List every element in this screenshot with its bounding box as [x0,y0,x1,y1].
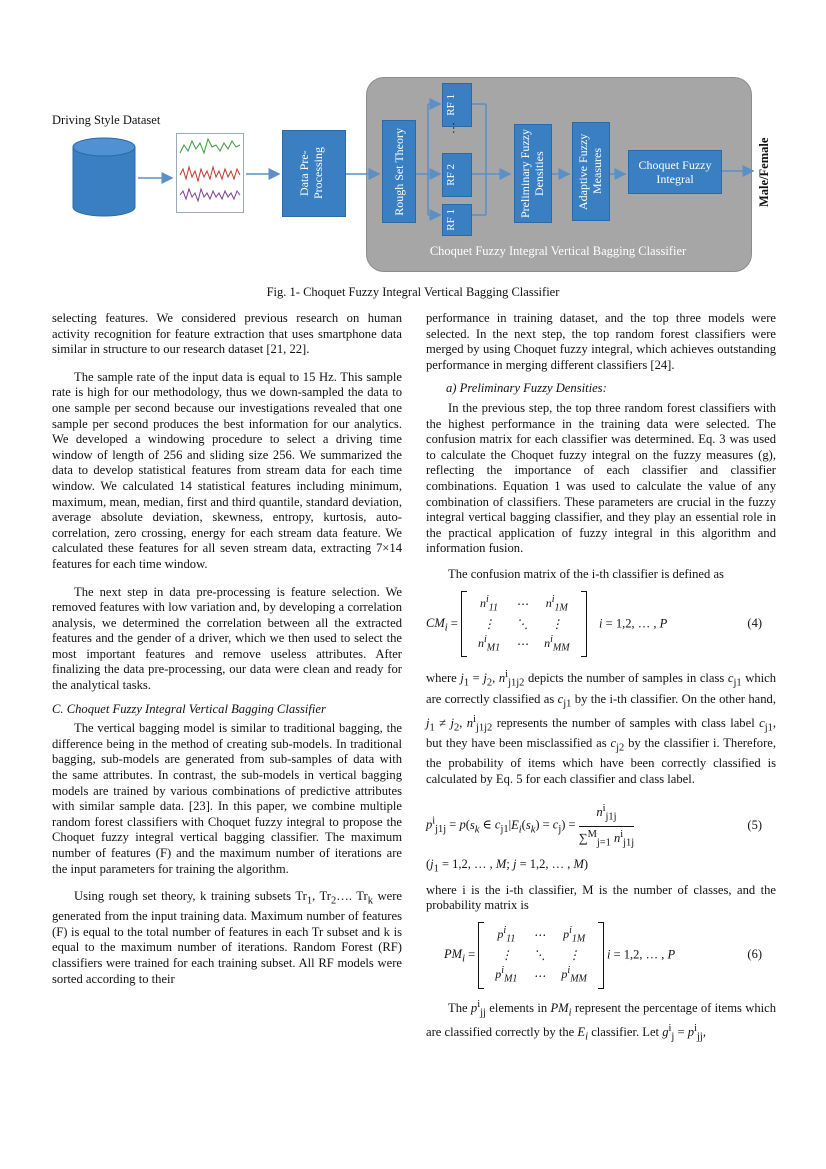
rf-ellipsis: … [450,122,464,134]
paragraph: In the previous step, the top three random forest classifiers with the highest performance in the training data were selected. The confusion matrix for each classifier was determined. Eq. 3 was used to calculate the Choquet fuzzy integral on the fuzzy measures (g), reflecting the importance of each classifier and classifier combinations. Equation 1 was used to calculate the value of any combination of classifiers. These parameters are crucial in the fuzzy integral vertical bagging classifier, and they play an essential role in the practical application of fuzzy integral in this algorithm and information fusion. [426,400,776,556]
section-heading-a: a) Preliminary Fuzzy Densities: [446,381,607,396]
paragraph: selecting features. We considered previous research on human activity recognition for feature extraction that uses smartphone data similar in structure to our research dataset [21, 22]. [52,311,402,357]
paragraph: The $p^i_{jj}$ elements in $PM_i$ represent the percentage of items which are classified correctly by the $E_i$ classifier. Let $g^i_j = p^i_{jj}$, [426,998,776,1043]
equation-5: $p^i_{j1j} = p(s_k$ ∈ $c_{j1}|E_i(s_k) = c_j$) = $n^i_{j1j}$ ∑$^M_{j=1}$ $n^i_{j1j}$ (5) [426,803,762,849]
paragraph: where $j_1 = j_2$, $n^i_{j1j2}$ depicts the number of samples in class $c_{j1}$ which are correctly classified as $c_{j1}$ by the i-th classifier. On the other hand, $j_1 \ne j_2$, $n^i_{j1j2}$ represents the number of samples with class label $c_{j1}$, but they have been misclassified as $c_{j2}$ by the classifier i. Therefore, the probability of items which have been correctly classified is calculated by Eq. 5 for each classifier and class label. [426,669,777,786]
choquet-integral-box: Choquet Fuzzy Integral [628,150,722,194]
preprocessing-box: Data Pre-Processing [282,130,346,217]
right-column [426,311,776,1053]
equation-6: $PM_i$ = $p^i_{11}$ ⋯ $p^i_{1M}$ ⋮ ⋱ ⋮ $p^i_{M1}$ ⋯ $p^i_{MM}$ i = 1,2, … , P (6) [426,922,776,989]
equation-4: $CM_i$ = $n^i_{11}$ ⋯ $n^i_{1M}$ ⋮ ⋱ ⋮ $n^i_{M1}$ ⋯ $n^i_{MM}$ i = 1,2, … , P (4) [426,591,776,658]
rf-box-top: RF 1 [442,83,472,127]
paragraph: The sample rate of the input data is equal to 15 Hz. This sample rate is high for our methodology, thus we down-sampled the data to one sample per second because our investigations revealed that one sample per second produces the best information for our analytics. We developed a windowing procedure to select a driving time window of length of 256 and sliding size 256. We summarized the data to develop statistical features from stream data for each time window. We calculated 14 statistical features including minimum, maximum, mean, median, first and third quantile, standard deviation, average absolute deviation, skewness, entropy, kurtosis, auto-correlation, zero crossing, energy for each stream data feature. We calculated these features for all seven stream data, extracting 7×14 features for each time window. [52,369,402,571]
dataset-label: Driving Style Dataset [52,113,161,127]
section-heading-c: C. Choquet Fuzzy Integral Vertical Bagging Classifier [52,701,326,716]
rough-set-box: Rough Set Theory [382,120,416,223]
left-column [52,311,402,995]
rf-box-mid: RF 2 [442,153,472,197]
equation-5-range: ($j_1 = 1,2$, … , M; j = 1,2, … , M) [426,856,589,875]
paragraph: Using rough set theory, k training subsets $Tr_1$, $Tr_2\dots$. $Tr_k$ were generated from the input training data. Maximum number of features (F) is equal to the total number of features in each Tr subset and k is equal to the maximum number of iterations. Random Forest (RF) classifiers were trained for each training subset. All RF models were sorted according to their [52,889,402,986]
rf-box-bottom: RF 1 [442,204,472,236]
preliminary-densities-box: Preliminary Fuzzy Densities [514,124,552,223]
paragraph: performance in training dataset, and the top three models were selected. In the next step, the top random forest classifiers were merged by using Choquet fuzzy integral, which achieves outstanding performance in merging different classifiers [24]. [426,311,776,372]
paragraph: The confusion matrix of the i-th classifier is defined as [448,566,724,581]
output-label: Male/Female [757,137,771,207]
adaptive-measures-box: Adaptive Fuzzy Measures [572,122,610,221]
paragraph: where i is the i-th classifier, M is the number of classes, and the probability matrix is [426,882,776,913]
container-label: Choquet Fuzzy Integral Vertical Bagging Classifier [429,244,687,258]
paragraph: The next step in data pre-processing is feature selection. We removed features with low variation and, by developing a correlation analysis, we determined the correlation between all the extracted features and the gender of a driver, which we then used to select the most important features and remove useless attributes. After finalizing the data pre-processing, our data were clean and ready for the analytical tasks. [52,584,402,693]
figure-caption: Fig. 1- Choquet Fuzzy Integral Vertical Bagging Classifier [266,285,560,299]
paragraph: The vertical bagging model is similar to traditional bagging, the difference being in the method of creating sub-models. In traditional bagging, sub-models are generated from sub-samples of data with the same attributes. In contrast, the sub-models in vertical bagging models are trained by various combinations of predictive attributes with similar sample data. [23]. In this paper, we combine multiple random forest classifiers with Choquet fuzzy integral to propose the Choquet fuzzy integral vertical bagging classifier. The maximum number of features (F) and the maximum number of iterations are the input parameters for training the algorithm. [52,721,402,876]
